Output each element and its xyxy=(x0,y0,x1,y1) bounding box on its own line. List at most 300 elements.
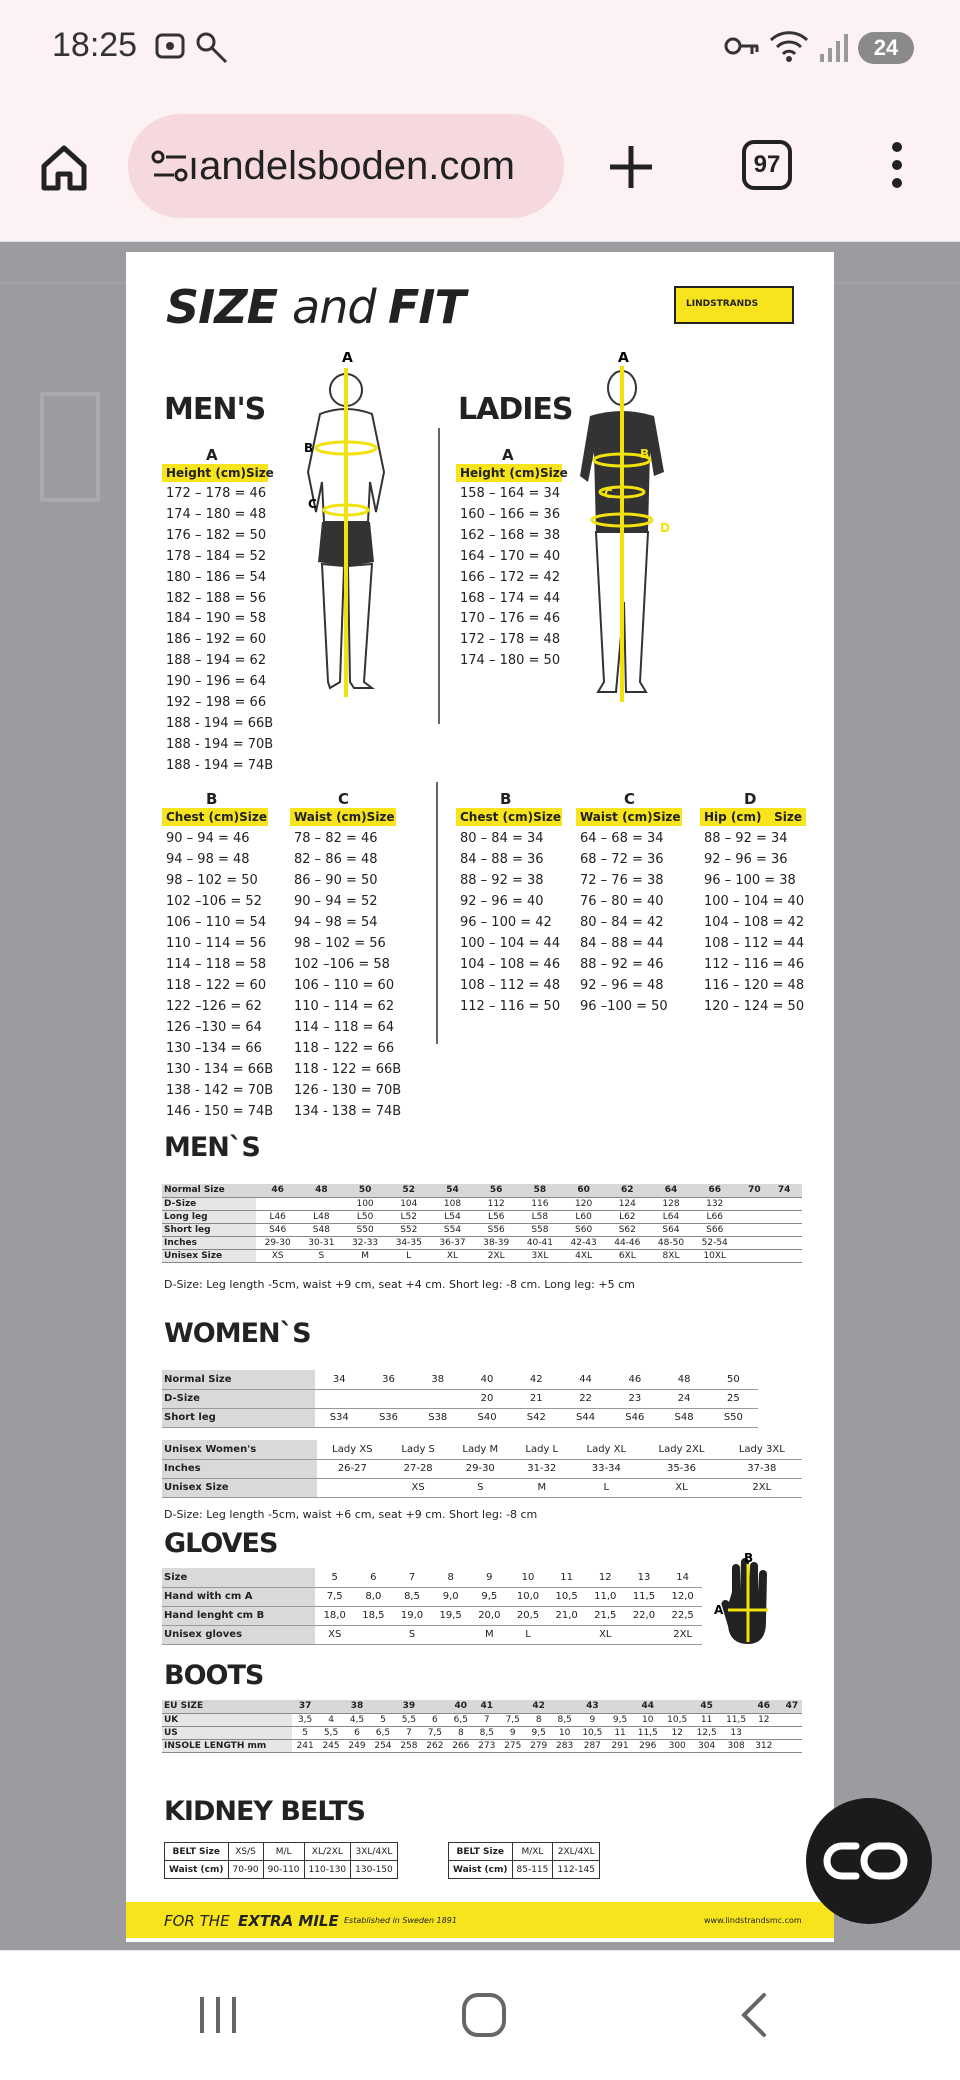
table-cell: 308 xyxy=(721,1739,750,1752)
table-cell: 74 xyxy=(772,1184,796,1197)
table-cell: 48-50 xyxy=(649,1236,693,1249)
table-cell: S50 xyxy=(343,1223,387,1236)
table-cell xyxy=(796,1223,802,1236)
table-cell: Waist (cm) xyxy=(165,1861,229,1879)
row-label: Unisex gloves xyxy=(162,1625,315,1644)
mens-title: MEN'S xyxy=(164,392,266,427)
table-cell: 62 xyxy=(605,1184,649,1197)
size-row: 180 – 186 = 54 xyxy=(166,569,267,585)
table-cell: 32-33 xyxy=(343,1236,387,1249)
kidney-belt-table-2 xyxy=(448,1842,600,1879)
table-cell: 38-39 xyxy=(474,1236,518,1249)
site-settings-icon[interactable] xyxy=(150,148,190,188)
glove-hand-icon xyxy=(714,1552,784,1652)
table-cell xyxy=(422,1700,448,1713)
table-cell: S48 xyxy=(659,1408,708,1427)
table-cell: 7 xyxy=(393,1568,432,1587)
ladies-waist-label: Waist (cm) xyxy=(580,810,653,824)
table-cell: 9 xyxy=(500,1726,526,1739)
table-cell: 9 xyxy=(470,1568,509,1587)
table-cell: 110-130 xyxy=(304,1861,351,1879)
table-cell: 46 xyxy=(751,1700,777,1713)
recents-button[interactable] xyxy=(196,1993,240,2041)
table-cell: 10XL xyxy=(693,1249,737,1262)
row-label: EU SIZE xyxy=(162,1700,292,1713)
table-cell xyxy=(751,1726,777,1739)
table-cell: Lady M xyxy=(448,1440,512,1459)
ladies-figure xyxy=(560,352,700,712)
size-row: 112 – 116 = 50 xyxy=(460,999,561,1014)
size-row: 94 – 98 = 54 xyxy=(294,915,378,930)
ladies-col-b: B xyxy=(500,790,512,808)
table-cell: XS xyxy=(388,1478,448,1497)
table-cell: 300 xyxy=(662,1739,691,1752)
mens-waist-list xyxy=(294,828,401,1122)
table-cell: 40-41 xyxy=(518,1236,562,1249)
table-cell: 12 xyxy=(662,1726,691,1739)
table-cell: 7 xyxy=(396,1726,422,1739)
table-cell: 54 xyxy=(431,1184,475,1197)
table-cell: 283 xyxy=(552,1739,578,1752)
table-cell: 10,5 xyxy=(578,1726,607,1739)
table-cell: Lady XS xyxy=(317,1440,388,1459)
size-row: 114 – 118 = 58 xyxy=(166,957,267,972)
size-row: 126 –130 = 64 xyxy=(166,1020,262,1035)
size-row: 90 – 94 = 46 xyxy=(166,831,250,846)
table-cell: 132 xyxy=(693,1197,737,1210)
mens-table-title: MEN`S xyxy=(164,1132,260,1163)
table-cell: 19,5 xyxy=(431,1606,470,1625)
size-row: 166 – 172 = 42 xyxy=(460,569,561,585)
size-row: 188 – 194 = 62 xyxy=(166,653,267,669)
size-row: 78 – 82 = 46 xyxy=(294,831,378,846)
svg-text:A: A xyxy=(342,352,353,366)
table-cell: 12,5 xyxy=(692,1726,721,1739)
table-row xyxy=(162,1625,702,1644)
table-cell: 33-34 xyxy=(571,1459,641,1478)
table-cell: 5,5 xyxy=(318,1726,344,1739)
womens-note: D-Size: Leg length -5cm, waist +6 cm, seat +9 cm. Short leg: -8 cm xyxy=(164,1508,538,1521)
table-cell xyxy=(772,1223,796,1236)
table-cell: BELT Size xyxy=(449,1843,513,1861)
size-row: 160 – 166 = 36 xyxy=(460,506,561,522)
table-cell: 42 xyxy=(512,1370,561,1389)
size-row: 86 – 90 = 50 xyxy=(294,873,378,888)
table-cell: 47 xyxy=(782,1700,802,1713)
url-bar[interactable] xyxy=(128,114,564,218)
size-row: 92 – 96 = 48 xyxy=(580,978,664,993)
table-cell: 296 xyxy=(633,1739,662,1752)
row-label: Short leg xyxy=(162,1223,256,1236)
size-row: 134 - 138 = 74B xyxy=(294,1104,402,1119)
table-cell xyxy=(742,1249,766,1262)
table-cell: BELT Size xyxy=(165,1843,229,1861)
table-cell: 44 xyxy=(561,1370,610,1389)
table-cell: XS xyxy=(256,1249,300,1262)
table-cell: 6,5 xyxy=(370,1726,396,1739)
table-cell: XL xyxy=(586,1625,625,1644)
size-row: 80 – 84 = 34 xyxy=(460,831,544,846)
table-cell: S42 xyxy=(512,1408,561,1427)
table-cell xyxy=(796,1197,802,1210)
table-cell: 9,0 xyxy=(431,1587,470,1606)
row-label: Hand with cm A xyxy=(162,1587,315,1606)
table-cell: 254 xyxy=(370,1739,396,1752)
table-row xyxy=(162,1236,802,1249)
size-row: 130 –134 = 66 xyxy=(166,1041,262,1056)
table-cell: 34-35 xyxy=(387,1236,431,1249)
table-cell: Lady 3XL xyxy=(722,1440,802,1459)
table-cell: 10,5 xyxy=(662,1713,691,1726)
wifi-icon xyxy=(768,28,810,69)
table-cell: 273 xyxy=(474,1739,500,1752)
table-cell: 35-36 xyxy=(641,1459,721,1478)
brand-logo xyxy=(674,286,794,324)
table-cell: 25 xyxy=(709,1389,758,1408)
boots-size-table xyxy=(162,1700,802,1753)
size-row: 186 – 192 = 60 xyxy=(166,632,267,648)
size-row: 118 – 122 = 66 xyxy=(294,1041,395,1056)
row-label: INSOLE LENGTH mm xyxy=(162,1739,292,1752)
mens-waist-label: Waist (cm) xyxy=(294,810,367,824)
table-row xyxy=(162,1606,702,1625)
table-cell: 64 xyxy=(649,1184,693,1197)
ladies-col-c: C xyxy=(624,790,636,808)
table-cell: 8XL xyxy=(649,1249,693,1262)
mens-chest-label: Chest (cm) xyxy=(166,810,240,824)
row-label: US xyxy=(162,1726,292,1739)
size-row: 92 – 96 = 40 xyxy=(460,894,544,909)
svg-text:D: D xyxy=(660,521,670,535)
size-row: 110 – 114 = 56 xyxy=(166,936,267,951)
size-row: 192 – 198 = 66 xyxy=(166,695,267,711)
table-cell: 90-110 xyxy=(263,1861,304,1879)
ladies-waist-list xyxy=(580,828,668,1017)
table-cell: 9,5 xyxy=(607,1713,633,1726)
table-cell: 275 xyxy=(500,1739,526,1752)
table-cell xyxy=(772,1249,796,1262)
table-cell: 60 xyxy=(562,1184,606,1197)
table-cell xyxy=(796,1210,802,1223)
mens-chest-size-label: Size xyxy=(239,810,268,824)
table-cell: 245 xyxy=(318,1739,344,1752)
table-cell: L50 xyxy=(343,1210,387,1223)
size-row: 164 – 170 = 40 xyxy=(460,548,561,564)
battery-badge: 24 xyxy=(858,32,914,64)
home-button[interactable] xyxy=(36,140,92,200)
size-row: 182 – 188 = 56 xyxy=(166,590,267,606)
table-cell: S46 xyxy=(256,1223,300,1236)
ladies-height-label: Height (cm) xyxy=(460,466,540,480)
size-row: 88 – 92 = 34 xyxy=(704,831,788,846)
table-cell: 10,5 xyxy=(547,1587,586,1606)
table-cell: M xyxy=(470,1625,509,1644)
table-cell: 50 xyxy=(709,1370,758,1389)
search-key-icon xyxy=(194,30,230,71)
table-cell: 38 xyxy=(344,1700,370,1713)
row-label: Unisex Size xyxy=(162,1249,256,1262)
table-cell: 29-30 xyxy=(256,1236,300,1249)
ladies-hip-label: Hip (cm) xyxy=(704,810,762,824)
size-row: 100 – 104 = 40 xyxy=(704,894,805,909)
chart-title-size: SIZE xyxy=(166,280,278,334)
size-row: 102 –106 = 58 xyxy=(294,957,390,972)
table-cell: S46 xyxy=(610,1408,659,1427)
table-cell: 48 xyxy=(659,1370,708,1389)
table-cell: L46 xyxy=(256,1210,300,1223)
table-cell: 262 xyxy=(422,1739,448,1752)
size-row: 170 – 176 = 46 xyxy=(460,611,561,627)
table-cell: 58 xyxy=(518,1184,562,1197)
ladies-hip-size-label: Size xyxy=(774,810,802,824)
row-label: D-Size xyxy=(162,1389,315,1408)
table-cell: 3XL xyxy=(518,1249,562,1262)
table-cell xyxy=(742,1197,766,1210)
table-cell: 6 xyxy=(422,1713,448,1726)
table-cell: 249 xyxy=(344,1739,370,1752)
table-cell: 13 xyxy=(721,1726,750,1739)
row-label: Inches xyxy=(162,1236,256,1249)
size-row: 172 – 178 = 48 xyxy=(460,632,561,648)
size-row: 188 - 194 = 66B xyxy=(166,715,274,731)
table-cell: 52 xyxy=(387,1184,431,1197)
table-cell: 22,0 xyxy=(625,1606,664,1625)
size-row: 118 - 122 = 66B xyxy=(294,1062,402,1077)
table-row xyxy=(165,1843,398,1861)
table-cell: 279 xyxy=(526,1739,552,1752)
size-row: 80 – 84 = 42 xyxy=(580,915,664,930)
row-label: Short leg xyxy=(162,1408,315,1427)
table-cell xyxy=(300,1197,344,1210)
table-cell: 266 xyxy=(448,1739,474,1752)
table-cell: L56 xyxy=(474,1210,518,1223)
table-row xyxy=(162,1713,802,1726)
boots-title: BOOTS xyxy=(164,1660,264,1691)
table-cell: 45 xyxy=(692,1700,721,1713)
table-cell: 11 xyxy=(607,1726,633,1739)
size-row: 96 –100 = 50 xyxy=(580,999,668,1014)
size-row: 106 – 110 = 54 xyxy=(166,915,267,930)
table-cell: 4,5 xyxy=(344,1713,370,1726)
table-cell: 56 xyxy=(474,1184,518,1197)
table-cell: S58 xyxy=(518,1223,562,1236)
table-cell: 11,5 xyxy=(633,1726,662,1739)
table-cell xyxy=(607,1700,633,1713)
ladies-title: LADIES xyxy=(458,392,573,427)
table-cell: Waist (cm) xyxy=(449,1861,513,1879)
system-nav-bar xyxy=(0,1950,960,2080)
table-cell: L58 xyxy=(518,1210,562,1223)
size-row: 88 – 92 = 46 xyxy=(580,957,664,972)
row-label: Inches xyxy=(162,1459,317,1478)
more-menu-icon[interactable] xyxy=(886,140,908,194)
home-nav-button[interactable] xyxy=(460,1991,508,2043)
table-cell: M/XL xyxy=(512,1843,553,1861)
table-cell: 14 xyxy=(663,1568,702,1587)
table-cell: XL xyxy=(641,1478,721,1497)
table-cell: 6 xyxy=(344,1726,370,1739)
table-cell: 18,5 xyxy=(354,1606,393,1625)
footer-url: www.lindstrandsmc.com xyxy=(704,1916,802,1925)
table-cell: 27-28 xyxy=(388,1459,448,1478)
table-cell: 11,0 xyxy=(586,1587,625,1606)
chart-footer xyxy=(126,1902,834,1938)
table-row xyxy=(162,1478,802,1497)
table-cell: L xyxy=(571,1478,641,1497)
svg-text:C: C xyxy=(308,497,317,511)
size-row: 172 – 178 = 46 xyxy=(166,486,267,501)
table-cell: 52-54 xyxy=(693,1236,737,1249)
table-cell: 34 xyxy=(315,1370,364,1389)
tab-switcher-button[interactable]: 97 xyxy=(742,140,792,190)
gloves-title: GLOVES xyxy=(164,1528,278,1559)
mens-col-a: A xyxy=(206,446,218,464)
ladies-col-d: D xyxy=(744,790,757,808)
table-cell xyxy=(318,1700,344,1713)
table-cell xyxy=(742,1223,766,1236)
mens-waist-size-label: Size xyxy=(366,810,395,824)
table-cell xyxy=(796,1249,802,1262)
size-row: 88 – 92 = 38 xyxy=(460,873,544,888)
table-cell: S48 xyxy=(300,1223,344,1236)
table-cell: 21,5 xyxy=(586,1606,625,1625)
table-cell: 48 xyxy=(300,1184,344,1197)
table-cell: 3XL/4XL xyxy=(351,1843,398,1861)
row-label: Normal Size xyxy=(162,1370,315,1389)
table-cell: 8 xyxy=(526,1713,552,1726)
table-cell: S44 xyxy=(561,1408,610,1427)
table-row xyxy=(165,1861,398,1879)
table-row xyxy=(162,1197,802,1210)
table-cell: 6XL xyxy=(605,1249,649,1262)
status-bar xyxy=(0,0,960,100)
table-row xyxy=(162,1370,758,1389)
table-cell: 5 xyxy=(292,1726,318,1739)
table-cell xyxy=(431,1625,470,1644)
table-cell xyxy=(721,1700,750,1713)
table-cell: S xyxy=(448,1478,512,1497)
web-content xyxy=(0,242,960,1950)
ladies-col-a: A xyxy=(502,446,514,464)
table-cell: S50 xyxy=(709,1408,758,1427)
brand-logo-text: LINDSTRANDS xyxy=(686,299,759,309)
table-cell: 46 xyxy=(610,1370,659,1389)
table-cell: 241 xyxy=(292,1739,318,1752)
row-label: Size xyxy=(162,1568,315,1587)
table-cell xyxy=(782,1726,802,1739)
table-cell: 9 xyxy=(578,1713,607,1726)
table-cell: 10 xyxy=(509,1568,548,1587)
mens-chest-list xyxy=(166,828,273,1122)
table-cell: 43 xyxy=(578,1700,607,1713)
table-cell: 18,0 xyxy=(315,1606,354,1625)
table-cell: L62 xyxy=(605,1210,649,1223)
table-cell: S56 xyxy=(474,1223,518,1236)
row-label: D-Size xyxy=(162,1197,256,1210)
size-row: 120 – 124 = 50 xyxy=(704,999,805,1014)
size-row: 118 – 122 = 60 xyxy=(166,978,267,993)
chart-title-and: and xyxy=(292,280,376,334)
table-cell: 12 xyxy=(586,1568,625,1587)
ladies-chest-list xyxy=(460,828,560,1017)
table-cell: 66 xyxy=(693,1184,737,1197)
table-cell xyxy=(782,1713,802,1726)
svg-text:B: B xyxy=(304,441,314,455)
footer-established: Established in Sweden 1891 xyxy=(344,1916,457,1925)
size-row: 82 – 86 = 48 xyxy=(294,852,378,867)
table-cell: S34 xyxy=(315,1408,364,1427)
table-row xyxy=(162,1587,702,1606)
table-cell: 11,5 xyxy=(625,1587,664,1606)
size-row: 162 – 168 = 38 xyxy=(460,527,561,543)
size-row: 98 – 102 = 50 xyxy=(166,873,258,888)
table-row xyxy=(162,1223,802,1236)
table-cell: S54 xyxy=(431,1223,475,1236)
size-row: 116 – 120 = 48 xyxy=(704,978,805,993)
size-row: 158 – 164 = 34 xyxy=(460,486,561,501)
table-cell: L xyxy=(387,1249,431,1262)
ladies-height-header xyxy=(456,464,568,482)
table-cell: 24 xyxy=(659,1389,708,1408)
table-cell xyxy=(256,1197,300,1210)
table-cell: 2XL xyxy=(663,1625,702,1644)
table-cell: 8,5 xyxy=(474,1726,500,1739)
table-cell: 20,0 xyxy=(470,1606,509,1625)
table-cell: 38 xyxy=(413,1370,462,1389)
table-cell: 12 xyxy=(751,1713,777,1726)
table-row xyxy=(162,1700,802,1713)
table-cell: S52 xyxy=(387,1223,431,1236)
table-cell: 21 xyxy=(512,1389,561,1408)
size-row: 114 – 118 = 64 xyxy=(294,1020,395,1035)
mens-height-label: Height (cm) xyxy=(166,466,246,480)
table-row xyxy=(162,1739,802,1752)
size-row: 76 – 80 = 40 xyxy=(580,894,664,909)
size-row: 92 – 96 = 36 xyxy=(704,852,788,867)
size-row: 112 – 116 = 46 xyxy=(704,957,805,972)
back-button[interactable] xyxy=(736,1991,772,2043)
table-cell xyxy=(772,1197,796,1210)
table-cell: 5,5 xyxy=(396,1713,422,1726)
table-row xyxy=(162,1459,802,1478)
table-cell: 7,5 xyxy=(315,1587,354,1606)
table-cell: 11 xyxy=(692,1713,721,1726)
table-cell: 37 xyxy=(292,1700,318,1713)
table-row xyxy=(162,1249,802,1262)
size-row: 188 - 194 = 70B xyxy=(166,736,274,752)
google-lens-button[interactable] xyxy=(806,1798,932,1924)
size-row: 104 – 108 = 46 xyxy=(460,957,561,972)
table-row xyxy=(162,1408,758,1427)
table-cell: S60 xyxy=(562,1223,606,1236)
table-cell: L66 xyxy=(693,1210,737,1223)
size-row: 168 – 174 = 44 xyxy=(460,590,561,606)
table-cell: 42-43 xyxy=(562,1236,606,1249)
table-cell: 10 xyxy=(633,1713,662,1726)
table-cell xyxy=(552,1700,578,1713)
table-cell: 9,5 xyxy=(470,1587,509,1606)
new-tab-button[interactable] xyxy=(606,142,656,196)
ladies-waist-size-label: Size xyxy=(652,810,681,824)
table-cell: 37-38 xyxy=(722,1459,802,1478)
table-cell: 287 xyxy=(578,1739,607,1752)
mens-figure xyxy=(284,352,414,712)
table-cell: 2XL/4XL xyxy=(553,1843,600,1861)
size-row: 184 – 190 = 58 xyxy=(166,611,267,627)
size-row: 84 – 88 = 44 xyxy=(580,936,664,951)
table-cell: 44 xyxy=(633,1700,662,1713)
table-cell xyxy=(742,1210,766,1223)
